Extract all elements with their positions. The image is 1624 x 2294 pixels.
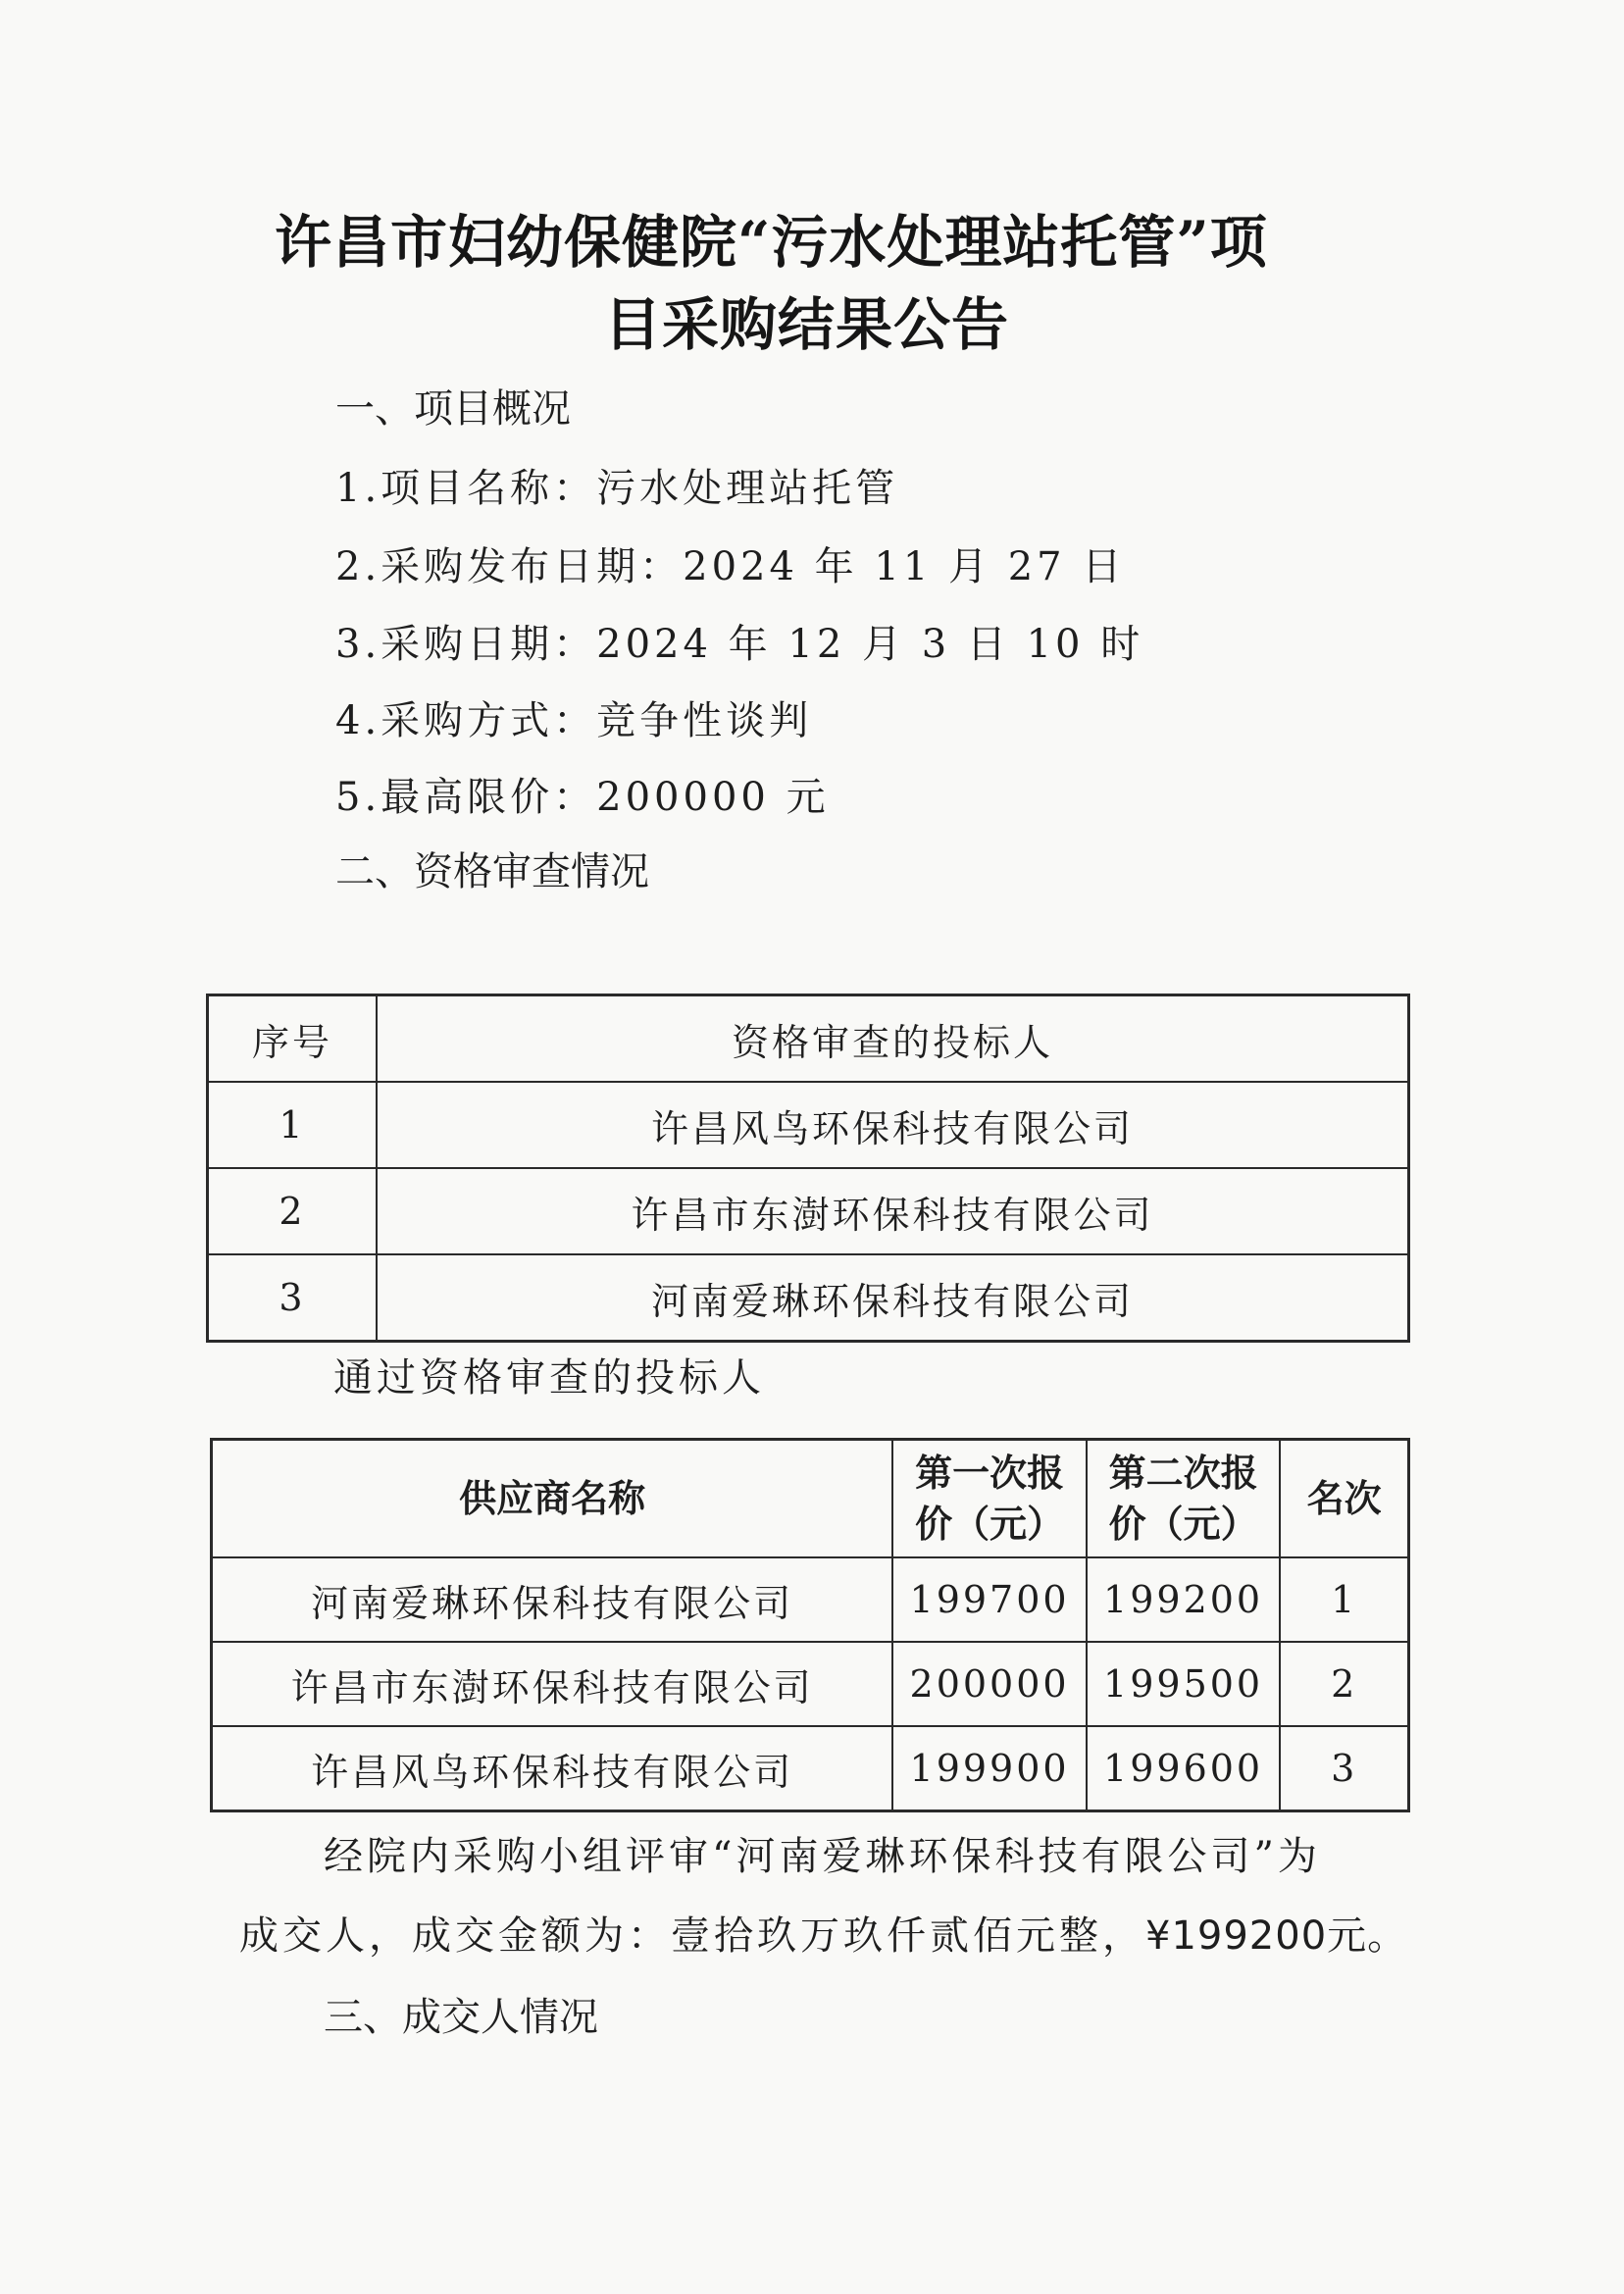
cell-second-quote: 199200 <box>1087 1557 1281 1642</box>
cell-rank: 2 <box>1280 1642 1408 1726</box>
overview-item-procurement-date: 3.采购日期：2024 年 12 月 3 日 10 时 <box>335 622 1144 667</box>
title-line-2: 目采购结果公告 <box>604 291 1010 358</box>
cell-second-quote: 199500 <box>1087 1642 1281 1726</box>
first-quote-header-line-2: 价（元） <box>915 1503 1065 1546</box>
cell-second-quote: 199600 <box>1087 1726 1281 1811</box>
table-row <box>208 1168 1409 1254</box>
conclusion-line-2 <box>239 1912 1407 1961</box>
section-2-heading: 二、资格审查情况 <box>335 849 649 894</box>
cell-bidder: 河南爱琳环保科技有限公司 <box>377 1254 1409 1342</box>
cell-index: 2 <box>208 1168 378 1254</box>
qualification-table <box>206 994 1410 1343</box>
winning-amount: ¥199200元。 <box>1145 1913 1408 1959</box>
table-row <box>212 1557 1409 1642</box>
first-quote-header-line-1: 第一次报 <box>915 1452 1065 1495</box>
cell-index: 3 <box>208 1254 378 1342</box>
cell-rank: 1 <box>1280 1557 1408 1642</box>
second-quote-header-line-2: 价（元） <box>1108 1503 1258 1546</box>
column-header-first-quote <box>892 1440 1087 1558</box>
cell-first-quote: 200000 <box>892 1642 1087 1726</box>
bid-table <box>210 1438 1410 1812</box>
table-row <box>208 1254 1409 1342</box>
table-row <box>212 1726 1409 1811</box>
column-header-second-quote <box>1087 1440 1281 1558</box>
overview-item-publish-date: 2.采购发布日期：2024 年 11 月 27 日 <box>335 544 1126 589</box>
conclusion-text: 成交人，成交金额为：壹拾玖万玖仟贰佰元整， <box>239 1913 1145 1959</box>
table-row <box>208 1082 1409 1168</box>
cell-first-quote: 199700 <box>892 1557 1087 1642</box>
document-title <box>275 201 1393 366</box>
conclusion-line-1: 经院内采购小组评审“河南爱琳环保科技有限公司”为 <box>324 1834 1321 1879</box>
second-quote-header-line-1: 第二次报 <box>1108 1452 1258 1495</box>
cell-rank: 3 <box>1280 1726 1408 1811</box>
cell-supplier: 许昌市东澍环保科技有限公司 <box>212 1642 893 1726</box>
cell-bidder: 许昌市东澍环保科技有限公司 <box>377 1168 1409 1254</box>
cell-index: 1 <box>208 1082 378 1168</box>
table-header-row <box>212 1440 1409 1558</box>
passed-bidders-label: 通过资格审查的投标人 <box>333 1355 765 1401</box>
cell-supplier: 河南爱琳环保科技有限公司 <box>212 1557 893 1642</box>
section-3-heading: 三、成交人情况 <box>324 1995 598 2040</box>
section-1-heading: 一、项目概况 <box>335 386 571 432</box>
column-header-bidder: 资格审查的投标人 <box>377 995 1409 1083</box>
table-row <box>212 1642 1409 1726</box>
overview-item-project-name: 1.项目名称：污水处理站托管 <box>335 466 899 511</box>
cell-first-quote: 199900 <box>892 1726 1087 1811</box>
cell-supplier: 许昌风鸟环保科技有限公司 <box>212 1726 893 1811</box>
title-line-1: 许昌市妇幼保健院“污水处理站托管”项 <box>275 209 1268 276</box>
overview-item-max-price: 5.最高限价：200000 元 <box>335 775 830 820</box>
table-header-row <box>208 995 1409 1083</box>
cell-bidder: 许昌风鸟环保科技有限公司 <box>377 1082 1409 1168</box>
column-header-rank: 名次 <box>1280 1440 1408 1558</box>
overview-item-procurement-method: 4.采购方式：竞争性谈判 <box>335 698 813 743</box>
column-header-supplier: 供应商名称 <box>212 1440 893 1558</box>
column-header-index: 序号 <box>208 995 378 1083</box>
